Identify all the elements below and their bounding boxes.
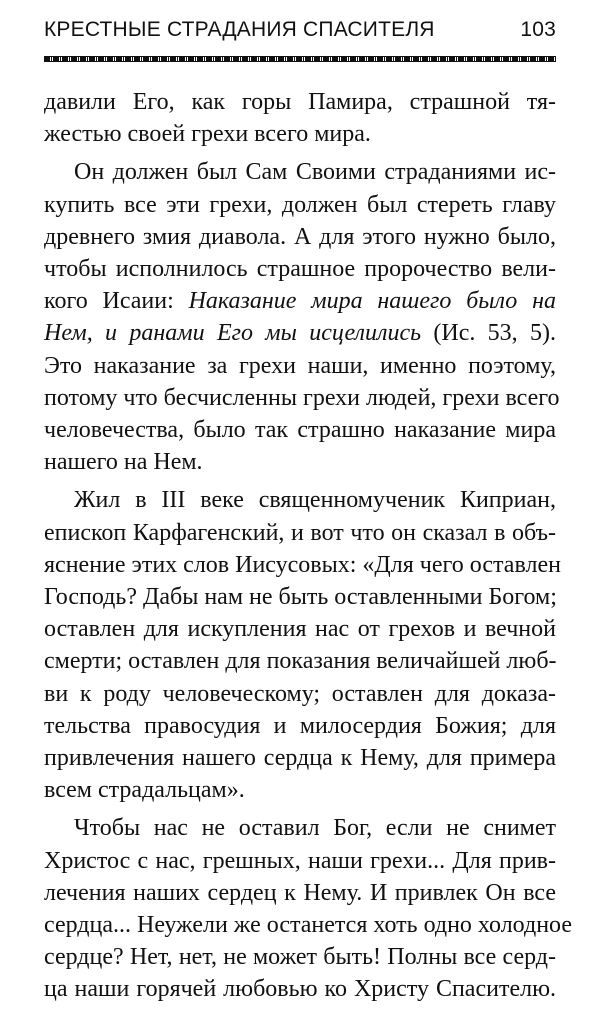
text-line: сердце? Нет, нет, не может быть! Полны все серд- — [44, 944, 556, 971]
text-line: ви к роду человеческому; оставлен для доказа- — [44, 680, 556, 707]
text-line: Он должен был Сам Своими страданиями ис- — [74, 159, 556, 186]
text-line: ца наши горячей любовью ко Христу Спасителю. — [44, 976, 556, 1003]
text-line: древнего змия диавола. А для этого нужно было, — [44, 223, 556, 250]
decorative-rule — [44, 56, 556, 62]
text-line: Христос с нас, грешных, наши грехи... Для прив- — [44, 847, 556, 874]
paragraph-3 — [44, 484, 561, 806]
text-line: Чтобы нас не оставил Бог, если не снимет — [74, 815, 556, 842]
text-line: потому что бесчисленны грехи людей, грехи всего — [44, 384, 560, 411]
text-line: человечества, было так страшно наказание мира — [44, 417, 556, 444]
body-text — [44, 86, 572, 1012]
text-line: епископ Карфагенский, и вот что он сказал в объ- — [44, 519, 556, 546]
paragraph-1 — [44, 86, 556, 150]
text-line: оставлен для искупления нас от грехов и вечной — [44, 616, 556, 643]
text-line: всем страдальцам». — [44, 777, 245, 804]
paragraph-4 — [44, 812, 572, 1005]
text-line: давили Его, как горы Памира, страшной тя- — [44, 89, 556, 115]
text-line: чтобы исполнилось страшное пророчество вели- — [44, 256, 556, 283]
text-line: Господь? Дабы нам не быть оставленными Богом; — [44, 584, 557, 611]
text-line: Это наказание за грехи наши, именно поэтому, — [44, 352, 556, 379]
scripture-quote: Наказание мира нашего было на — [188, 288, 556, 315]
text-line: тельства правосудия и милосердия Божия; для — [44, 712, 556, 739]
scripture-quote: Нем, и ранами Его мы исцелились — [44, 320, 422, 347]
text-line — [44, 317, 556, 349]
running-header — [44, 18, 556, 46]
text-line: Жил в III веке священномученик Киприан, — [74, 487, 556, 514]
text-line: лечения наших сердец к Нему. И привлек Он все — [44, 879, 556, 906]
text-line: яснение этих слов Иисусовых: «Для чего оставлен — [44, 551, 561, 578]
text-line: нашего на Нем. — [44, 449, 203, 476]
text-line: жестью своей грехи всего мира. — [44, 121, 371, 148]
running-title: КРЕСТНЫЕ СТРАДАНИЯ СПАСИТЕЛЯ — [44, 18, 435, 41]
page-number: 103 — [520, 18, 556, 41]
scripture-reference: (Ис. 53, 5). — [421, 320, 557, 347]
text-line: привлечения нашего сердца к Нему, для примера — [44, 745, 556, 772]
text-line: купить все эти грехи, должен был стереть главу — [44, 191, 556, 218]
text-segment: кого Исаии: — [44, 288, 189, 315]
text-line: смерти; оставлен для показания величайшей люб- — [44, 648, 557, 675]
text-line: сердца... Неужели же останется хоть одно холодное — [44, 912, 572, 939]
paragraph-2 — [44, 156, 560, 478]
text-line — [44, 285, 556, 317]
